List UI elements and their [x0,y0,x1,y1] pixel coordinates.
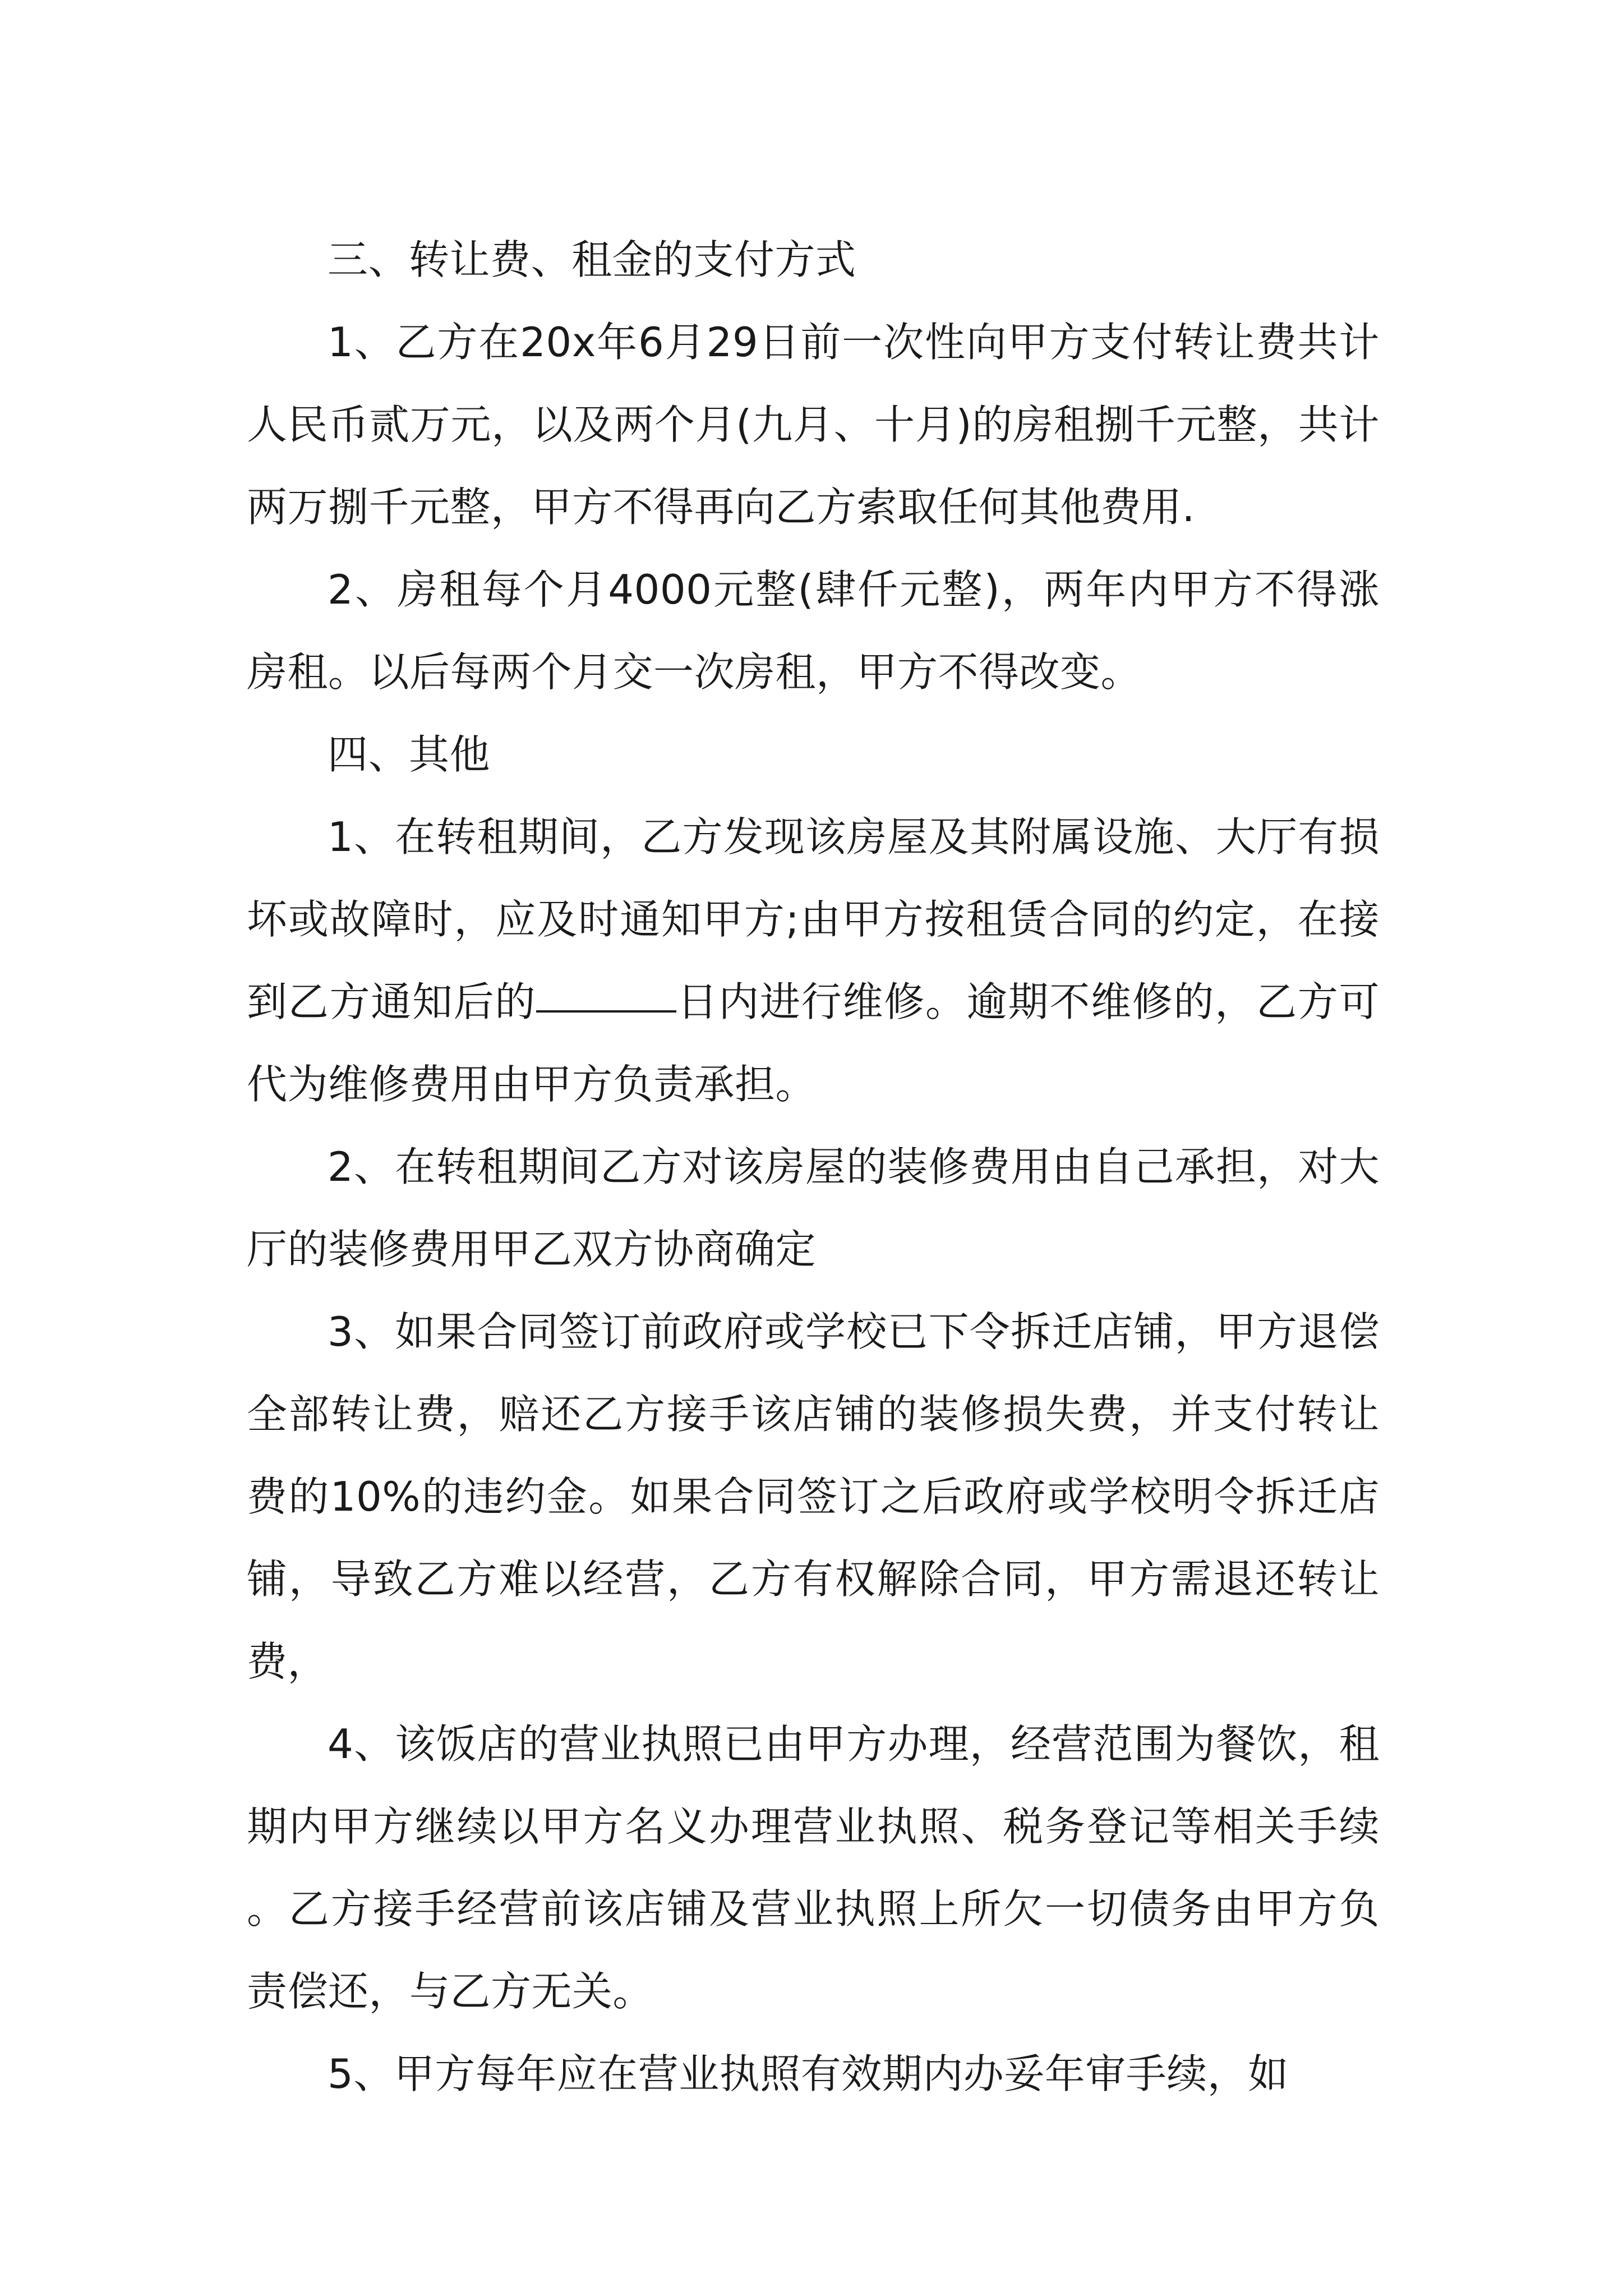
section-4-item-4: 4、该饭店的营业执照已由甲方办理，经营范围为餐饮，租期内甲方继续以甲方名义办理营业执照、税务登记等相关手续。乙方接手经营前该店铺及营业执照上所欠一切债务由甲方负责偿还，与乙方无关。 [247,1720,1380,2015]
section-4-item-2: 2、在转租期间乙方对该房屋的装修费用由自己承担，对大厅的装修费用甲乙双方协商确定 [247,1143,1380,1273]
section-4-item-1 [247,796,1380,1126]
section-3-item-1: 1、乙方在20x年6月29日前一次性向甲方支付转让费共计人民币贰万元，以及两个月(九月、十月)的房租捌千元整，共计两万捌千元整，甲方不得再向乙方索取任何其他费用. [247,319,1380,531]
fill-in-blank [536,1010,676,1013]
section-3-item-2: 2、房租每个月4000元整(肆仟元整)，两年内甲方不得涨房租。以后每两个月交一次房租，甲方不得改变。 [247,566,1380,696]
section-4-item-1-text-b: 日内进行维修。逾期不维修的，乙方可代为维修费用由甲方负责承担。 [247,978,1380,1108]
section-4-heading: 四、其他 [328,731,491,778]
section-3-heading: 三、转让费、租金的支付方式 [328,236,856,283]
section-4-item-1-text-a: 1、在转租期间，乙方发现该房屋及其附属设施、大厅有损坏或故障时，应及时通知甲方;由甲方按租赁合同的约定，在接到乙方通知后的 [247,813,1380,1025]
section-4-item-5: 5、甲方每年应在营业执照有效期内办妥年审手续，如 [328,2050,1289,2097]
document-body [247,219,1380,2115]
section-4-item-3: 3、如果合同签订前政府或学校已下令拆迁店铺，甲方退偿全部转让费，赔还乙方接手该店铺的装修损失费，并支付转让费的10%的违约金。如果合同签订之后政府或学校明令拆迁店铺，导致乙方难以经营，乙方有权解除合同，甲方需退还转让费， [247,1308,1380,1685]
